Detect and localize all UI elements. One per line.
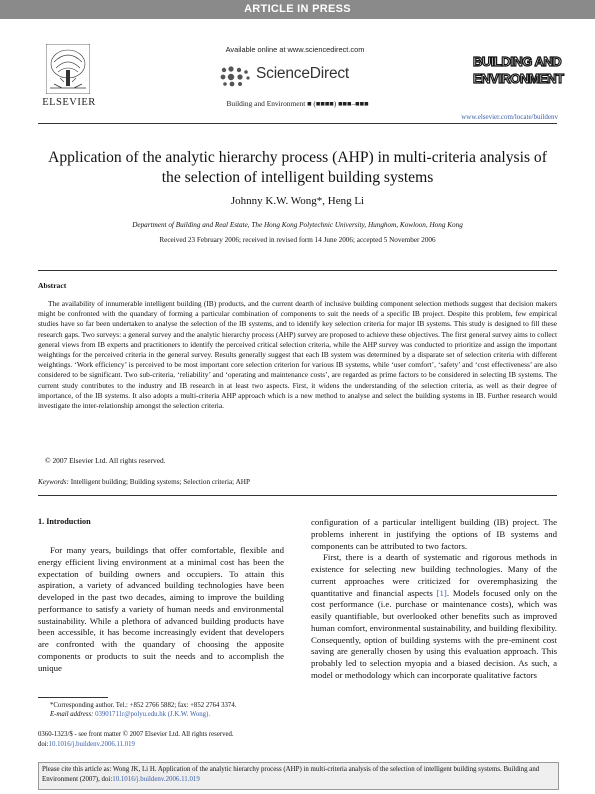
building-and-environment-logo (473, 53, 564, 99)
body-paragraph: configuration of a particular intelligent building (IB) project. The problems inherent in justifying the options of IB systems and components can be attributed to two factors. (311, 517, 557, 551)
keywords-label: Keywords: (38, 478, 69, 486)
email-link[interactable]: 03901711r@polyu.edu.hk (J.K.W. Wong). (95, 711, 211, 718)
author-affiliation: Department of Building and Real Estate, The Hong Kong Polytechnic University, Hunghom, Kowloon, Hong Kong (132, 221, 463, 229)
email-label: E-mail address: (50, 711, 94, 718)
reference-link[interactable]: [1] (436, 587, 447, 598)
abstract-heading: Abstract (38, 281, 67, 290)
sciencedirect-dots-icon (218, 64, 254, 88)
section-heading-introduction: 1. Introduction (38, 517, 91, 526)
body-text: . Models focused only on the cost performance (i.e. purchase or maintenance costs), which was easily quantifiable, but overlooked other benefits such as improved human comfort, environmental sustainability, and building flexibility. Consequently, option of building systems with the pre-eminent cost saving are generally chosen by using this evaluation approach. This probably led to selection myopia and a biased decision. As such, a model or methodology which can incorporate qualitative factors (311, 587, 557, 680)
available-online-text: Available online at www.sciencedirect.com (225, 45, 365, 54)
journal-logo-line-2: ENVIRONMENT (473, 71, 564, 86)
citation-box (38, 762, 559, 790)
body-paragraph (311, 552, 557, 681)
doi-link[interactable]: 10.1016/j.buildenv.2006.11.019 (48, 740, 135, 748)
body-column-right (311, 517, 557, 682)
journal-reference: Building and Environment ■ (■■■■) ■■■–■■■ (226, 99, 369, 108)
body-column-left: For many years, buildings that offer comfortable, flexible and energy efficient living environment at a minimal cost has been the expectation of building owners and occupiers. To attain this aspiration, a variety of advanced building technologies have been developed in the past two decades, aiming to improve the building performance to satisfy a variety of human needs and environmental sustainability. While a plethora of advanced building products have been accessible, it has become increasingly evident that developers are confronted with the quandary of choosing the apposite components or products to suit the needs and to accomplish the unique (38, 545, 284, 673)
body-text: First, there is a dearth of systematic and rigorous methods in existence for selecting new building technologies. Many of the current approaches were criticized for overemphasizing the quantitative and financial aspects (311, 552, 557, 598)
doi-line (38, 740, 234, 750)
sciencedirect-wordmark: ScienceDirect (256, 65, 350, 82)
elsevier-tree-icon (46, 44, 90, 94)
abstract-text: The availability of innumerable intelligent building (IB) products, and the current dearth of inclusive building component selection methods suggest that decision makers might be confronted with the quandary of forming a particular combination of components to suit the needs of a specific IB project. Despite this problem, few empirical studies have so far been undertaken to analyse the selection of the IB systems, and to identify key selection criteria for major IB systems. This study is designed to fill these research gaps. Two surveys: a general survey and the analytic hierarchy process (AHP) survey are proposed to achieve these objectives. The first general survey aims to collect general views from IB experts and practitioners to identify the perceived critical selection criteria, while the AHP survey was conducted to prioritize and assign the important weightings for the perceived criteria in the general survey. Results generally suggest that each IB system was determined by a disparate set of selection criteria with different weightings. ‘Work efficiency’ is perceived to be most important core selection criterion for various IB systems, while ‘user comfort’, ‘safety’ and ‘cost effectiveness’ are also considered to be significant. Two sub-criteria, ‘reliability’ and ‘operating and maintenance costs’, are regarded as prime factors to be considered in selecting IB systems. The current study contributes to the industry and IB research in at least two aspects. First, it widens the understanding of the selection criteria, as well as their degree of importance, of the IB systems. It also adopts a multi-criteria AHP approach which is a new method to analyse and select the building systems in IB. Further research would investigate the inter-relationship amongst the selection criteria. (38, 299, 557, 411)
abstract-bottom-rule (38, 495, 557, 496)
doi-label: doi: (38, 740, 49, 748)
citation-doi-link[interactable]: 10.1016/j.buildenv.2006.11.019 (112, 776, 200, 783)
keywords-line (38, 478, 250, 486)
sciencedirect-logo (218, 62, 388, 88)
article-in-press-banner: ARTICLE IN PRESS (0, 0, 595, 19)
front-matter (38, 730, 234, 749)
corresponding-author-footnote: *Corresponding author. Tel.: +852 2766 5882; fax: +852 2764 3374. (50, 702, 237, 709)
abstract-copyright: © 2007 Elsevier Ltd. All rights reserved. (45, 456, 166, 465)
email-footnote (50, 710, 210, 719)
abstract-top-rule (38, 270, 557, 271)
journal-logo-line-1: BUILDING AND (473, 54, 562, 69)
keywords-text: Intelligent building; Building systems; Selection criteria; AHP (70, 478, 250, 486)
article-title: Application of the analytic hierarchy process (AHP) in multi-criteria analysis of the selection of intelligent building systems (48, 149, 547, 186)
received-dates: Received 23 February 2006; received in revised form 14 June 2006; accepted 5 November 2006 (159, 236, 436, 244)
citation-text: Please cite this article as: Wong JK, Li H. Application of the analytic hierarchy process (AHP) in multi-criteria analysis of the selection of intelligent building systems. Building and Environment (2007), doi: (42, 766, 540, 783)
footnote-rule (38, 697, 108, 698)
journal-url-link[interactable]: www.elsevier.com/locate/buildenv (461, 113, 558, 121)
article-authors: Johnny K.W. Wong*, Heng Li (230, 195, 365, 207)
issn-line: 0360-1323/$ - see front matter © 2007 Elsevier Ltd. All rights reserved. (38, 731, 234, 738)
elsevier-wordmark: ELSEVIER (42, 97, 96, 108)
elsevier-logo (40, 44, 96, 114)
header-rule (38, 123, 557, 124)
